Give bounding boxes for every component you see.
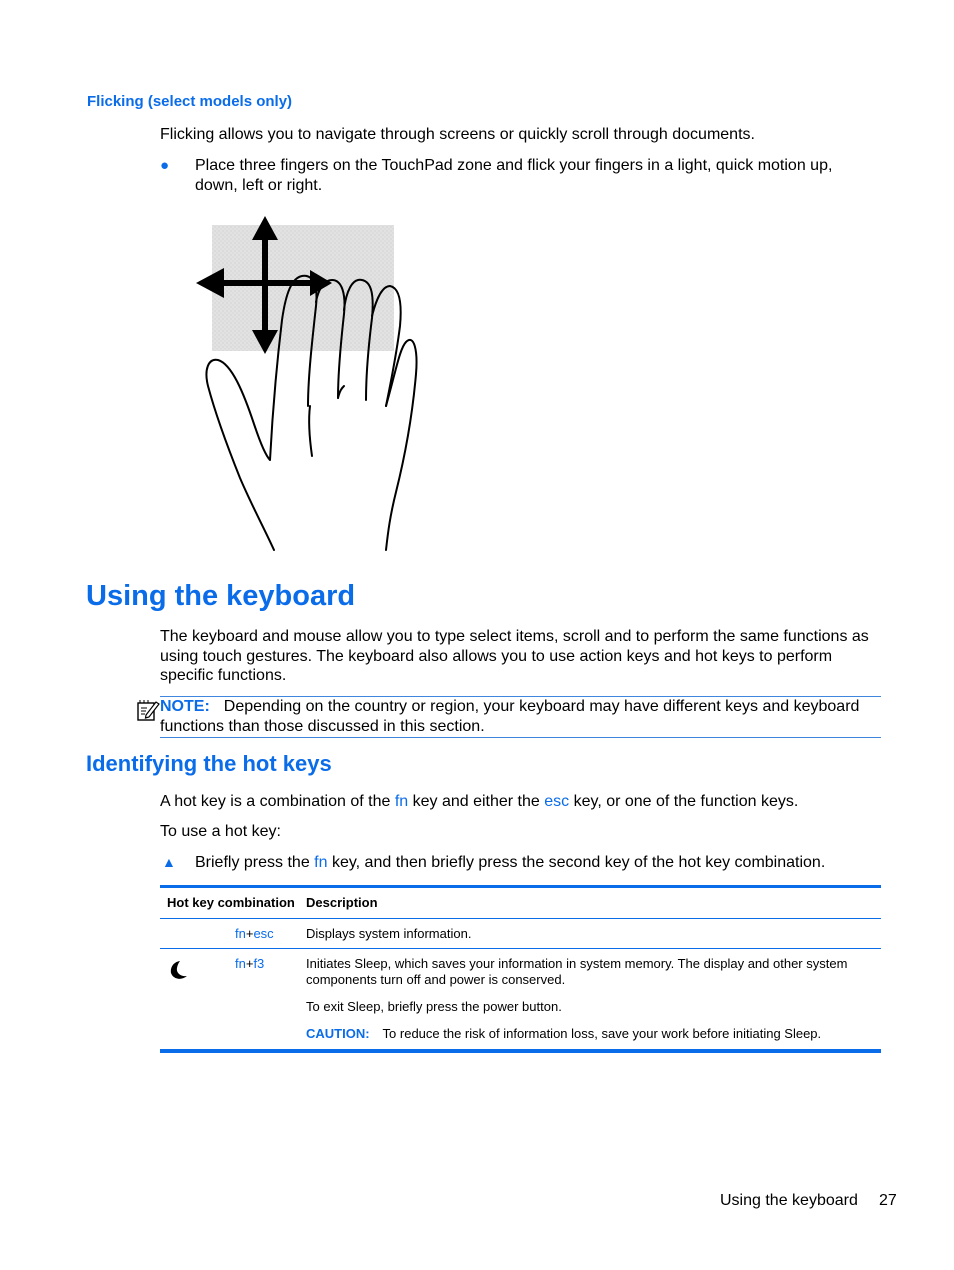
note-icon: [136, 698, 160, 722]
header-rule: [160, 918, 881, 919]
table-bottom-rule: [160, 1049, 881, 1053]
row1-key-fn: fn: [235, 926, 246, 941]
table-top-rule: [160, 885, 881, 888]
moon-icon: [168, 959, 190, 981]
row2-key-f3: f3: [253, 956, 265, 971]
arrow-left: [196, 268, 224, 298]
note-line2: functions than those discussed in this section.: [160, 717, 485, 735]
flicking-intro: Flicking allows you to navigate through screens or quickly scroll through documents.: [160, 126, 755, 143]
flicking-bullet-line1: Place three fingers on the TouchPad zone and flick your fingers in a light, quick motion up,: [195, 157, 833, 174]
row1-key-esc: esc: [253, 926, 274, 941]
row1-hot-key: [235, 926, 274, 942]
keyboard-paragraph-line2: using touch gestures. The keyboard also allows you to use action keys and hot keys to perform: [160, 647, 833, 665]
row1-description: Displays system information.: [306, 926, 472, 941]
footer-section-title: Using the keyboard: [720, 1192, 858, 1209]
hot-keys-heading: Identifying the hot keys: [86, 751, 332, 776]
step-text-a: Briefly press the: [195, 854, 315, 871]
touchpad-zone: [212, 225, 394, 351]
flicking-bullet: [160, 156, 895, 195]
step-fn-key: fn: [314, 854, 328, 871]
caution-text: To reduce the risk of information loss, save your work before initiating Sleep.: [382, 1026, 822, 1041]
note-box: [160, 696, 881, 738]
keyboard-paragraph-line1: The keyboard and mouse allow you to type select items, scroll and to perform the same functions as: [160, 628, 869, 645]
row-rule: [160, 948, 881, 949]
row2-plus: +: [245, 956, 254, 971]
row2-desc-line2: components turn off and power is conserved.: [306, 972, 566, 987]
note-label: NOTE:: [160, 698, 210, 715]
note-text: [160, 697, 881, 736]
hot-key-table: [160, 885, 881, 1055]
keyboard-paragraph-line3: specific functions.: [160, 667, 287, 684]
to-use-hot-key: To use a hot key:: [160, 823, 281, 840]
step-marker: ▲: [162, 854, 176, 870]
flicking-heading: Flicking (select models only): [87, 93, 293, 110]
row2-key-fn: fn: [235, 956, 246, 971]
esc-key-ref: esc: [544, 793, 570, 810]
hot-key-def-text-c: key, or one of the function keys.: [569, 793, 799, 810]
row2-exit-sleep: To exit Sleep, briefly press the power button.: [306, 999, 562, 1014]
col-header-description: Description: [306, 895, 378, 910]
row1-plus: +: [245, 926, 254, 941]
hot-key-def-text-a: A hot key is a combination of the: [160, 793, 395, 810]
step-text-b: key, and then briefly press the second key of the hot key combination.: [327, 854, 826, 871]
hot-key-step: [162, 853, 826, 873]
fn-key-ref: fn: [394, 793, 409, 810]
note-line1: Depending on the country or region, your keyboard may have different keys and keyboard: [223, 698, 860, 715]
bullet-marker: ●: [160, 157, 170, 174]
flicking-bullet-line2: down, left or right.: [195, 176, 323, 194]
hot-key-definition: [160, 792, 798, 812]
row2-hot-key: [235, 956, 264, 972]
flick-gesture-illustration: [190, 210, 430, 560]
using-keyboard-heading: Using the keyboard: [86, 580, 356, 612]
page-number: 27: [879, 1192, 897, 1209]
keyboard-paragraph: [160, 627, 885, 686]
row2-caution: [306, 1026, 876, 1042]
caution-label: CAUTION:: [306, 1026, 370, 1041]
hot-key-def-text-b: key and either the: [408, 793, 545, 810]
col-header-combination: Hot key combination: [167, 895, 295, 910]
row2-desc-line1: Initiates Sleep, which saves your information in system memory. The display and other system: [306, 956, 848, 971]
row2-description: [306, 956, 876, 1042]
